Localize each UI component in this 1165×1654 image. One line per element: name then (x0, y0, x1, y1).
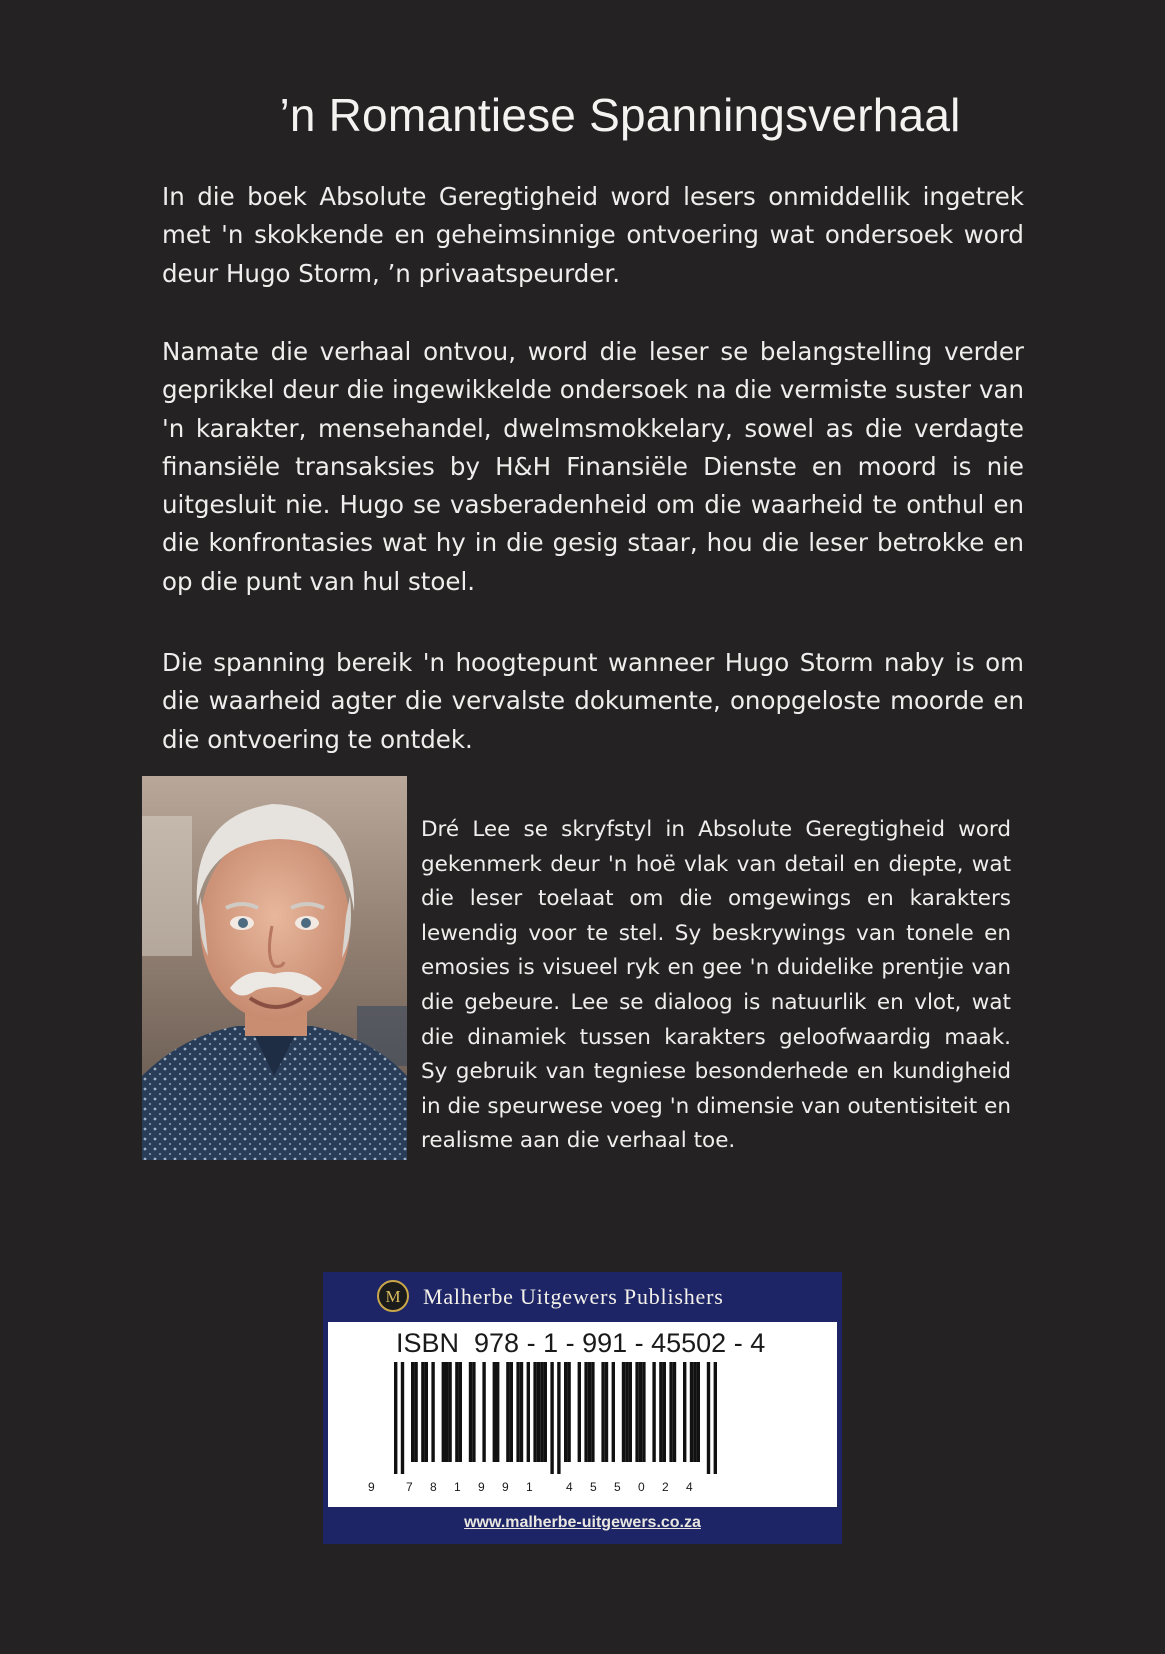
barcode-bar (693, 1362, 696, 1462)
barcode-bar (472, 1362, 475, 1462)
barcode-digit: 9 (368, 1480, 375, 1494)
publisher-name: Malherbe Uitgewers Publishers (423, 1284, 724, 1309)
barcode-digit: 8 (430, 1480, 437, 1494)
barcode-bar (496, 1362, 499, 1462)
barcode-bar (394, 1362, 397, 1474)
author-portrait-illustration (142, 776, 407, 1160)
barcode-bar (414, 1362, 417, 1462)
barcode-bar (527, 1362, 530, 1462)
barcode-bar (642, 1362, 645, 1462)
barcode-bar (652, 1362, 655, 1462)
barcode-digit: 0 (638, 1480, 645, 1494)
isbn-barcode (364, 1362, 784, 1480)
barcode-digit: 1 (454, 1480, 461, 1494)
isbn-number: ISBN 978 - 1 - 991 - 45502 - 4 (396, 1328, 766, 1358)
blurb-paragraph-1: In die boek Absolute Geregtigheid word lesers onmiddellik ingetrek met 'n skokkende en geheimsinnige ontvoering wat ondersoek word deur Hugo Storm, ’n privaatspeurder. (162, 182, 1024, 288)
barcode-bar (659, 1362, 662, 1462)
barcode-bar (625, 1362, 628, 1462)
barcode-digit: 7 (406, 1480, 413, 1494)
barcode-bar (635, 1362, 638, 1462)
barcode-bar (533, 1362, 536, 1462)
barcode-bar (421, 1362, 424, 1462)
barcode-bar (639, 1362, 642, 1462)
barcode-bar (612, 1362, 615, 1462)
barcode-bar (540, 1362, 543, 1462)
barcode-bar (510, 1362, 513, 1462)
publisher-logo-icon (377, 1280, 409, 1312)
barcode-bar (557, 1362, 560, 1474)
author-photo (142, 776, 407, 1160)
barcode-bar (697, 1362, 700, 1462)
barcode-bar (567, 1362, 570, 1462)
blurb-paragraph-3: Die spanning bereik 'n hoogtepunt wanneer Hugo Storm naby is om die waarheid agter die vervalste dokumente, onopgeloste moorde en die ontvoering te ontdek. (162, 648, 1024, 754)
publisher-header (323, 1272, 842, 1320)
barcode-bar (482, 1362, 485, 1462)
barcode-bar (537, 1362, 540, 1462)
barcode-bar (516, 1362, 519, 1462)
barcode-panel (328, 1322, 837, 1507)
barcode-bar (469, 1362, 472, 1462)
barcode-bar (550, 1362, 553, 1474)
back-cover-title: ’n Romantiese Spanningsverhaal (279, 89, 961, 141)
publisher-website-link[interactable]: www.malherbe-uitgewers.co.za (464, 1514, 701, 1531)
barcode-bar (564, 1362, 567, 1462)
barcode-bar (425, 1362, 428, 1462)
barcode-digit: 5 (590, 1480, 597, 1494)
barcode-digit: 4 (686, 1480, 693, 1494)
barcode-digit: 9 (502, 1480, 509, 1494)
barcode-bar (448, 1362, 451, 1462)
barcode-bar (431, 1362, 434, 1462)
barcode-bar (629, 1362, 632, 1462)
barcode-bar (411, 1362, 414, 1462)
barcode-bar (707, 1362, 710, 1474)
barcode-bar (459, 1362, 462, 1462)
barcode-digit: 1 (526, 1480, 533, 1494)
barcode-bar (683, 1362, 686, 1462)
barcode-bar (673, 1362, 676, 1462)
barcode-bar (588, 1362, 591, 1462)
barcode-bar (506, 1362, 509, 1462)
barcode-bar (663, 1362, 666, 1462)
barcode-bar (455, 1362, 458, 1462)
barcode-digit: 5 (614, 1480, 621, 1494)
barcode-bar (544, 1362, 547, 1462)
barcode-bar (442, 1362, 445, 1462)
author-bio: Dré Lee se skryfstyl in Absolute Geregtigheid word gekenmerk deur 'n hoë vlak van detail en diepte, wat die leser toelaat om die omgewings en karakters lewendig voor te stel. Sy beskrywings van tonele en emosies is visueel ryk en gee 'n duidelike prentjie van die gebeure. Lee se dialoog is natuurlik en vlot, wat die dinamiek tussen karakters geloofwaardig maak. Sy gebruik van tegniese besonderhede en kundigheid in die speurwese voeg 'n dimensie van outentisiteit en realisme aan die verhaal toe. (421, 817, 1011, 1154)
barcode-bar (714, 1362, 717, 1474)
barcode-digit: 4 (566, 1480, 573, 1494)
barcode-bar (605, 1362, 608, 1462)
publisher-block (323, 1272, 842, 1544)
barcode-bar (493, 1362, 496, 1462)
barcode-bar (401, 1362, 404, 1474)
barcode-bar (578, 1362, 581, 1462)
barcode-digit: 2 (662, 1480, 669, 1494)
barcode-bar (690, 1362, 693, 1462)
barcode-bar (601, 1362, 604, 1462)
publisher-logo-letter: M (385, 1287, 401, 1306)
barcode-bar (445, 1362, 448, 1462)
barcode-digit: 9 (478, 1480, 485, 1494)
barcode-bar (622, 1362, 625, 1462)
blurb-paragraph-2: Namate die verhaal ontvou, word die leser se belangstelling verder geprikkel deur die ingewikkelde ondersoek na die vermiste suster van 'n karakter, mensehandel, dwelmsmokkelary, sowel as die verdagte finansiële transaksies by H&H Finansiële Dienste en moord is nie uitgesluit nie. Hugo se vasberadenheid om die waarheid te onthul en die konfrontasies wat hy in die gesig staar, hou die leser betrokke en op die punt van hul stoel. (162, 337, 1024, 596)
barcode-bar (591, 1362, 594, 1462)
barcode-bar (584, 1362, 587, 1462)
barcode-bar (520, 1362, 523, 1462)
barcode-bar (669, 1362, 672, 1462)
